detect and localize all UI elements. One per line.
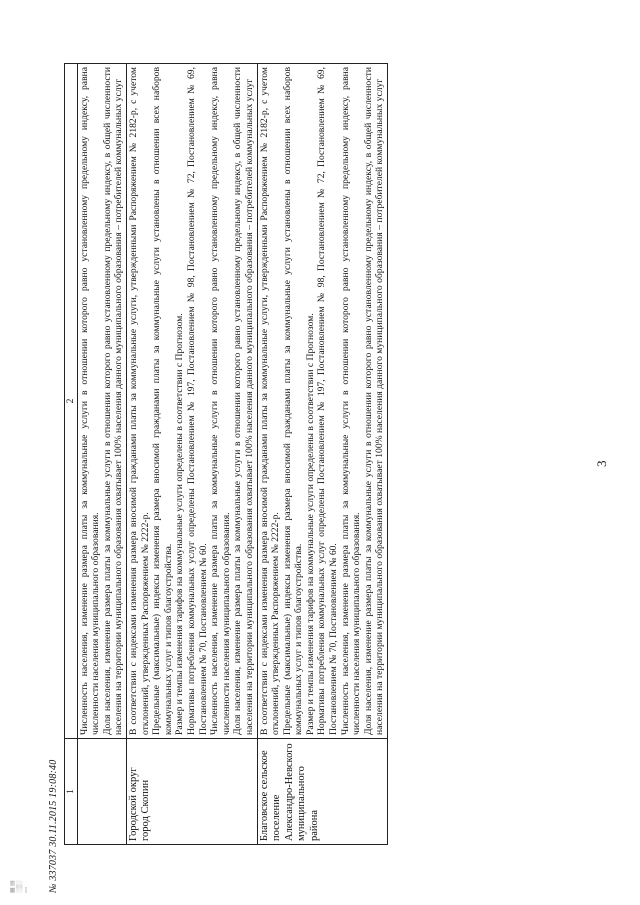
region-description <box>126 64 257 739</box>
table-row <box>257 64 388 845</box>
table-row <box>126 64 257 845</box>
description-paragraph: Доля населения, изменение размера платы за коммунальные услуги в отношении которого равно установленному предельному индексу, в общей численности населения на территории муниципального образования охватывает 100% населения данного муниципального образования – потребителей коммунальных услуг <box>232 67 255 735</box>
description-paragraph: Численность населения, изменение размера платы за коммунальные услуги в отношении которого равно установленному предельному индексу, равна численности населения муниципального образования. <box>209 67 232 735</box>
region-description <box>257 64 388 739</box>
description-paragraph: Нормативы потребления коммунальных услуг определены Постановлением № 197, Постановлением № 98, Постановлением № 72, Постановлением № 69, Постановлением № 70, Постановлением № 60. <box>185 67 209 735</box>
stamp-mark: ▦ ▤ ░▒░ ▫▫▫ <box>10 880 30 893</box>
region-name: Благовское сельское поселение Александро-Невского муниципального района <box>257 739 388 845</box>
region-name <box>77 739 126 845</box>
table-header-row <box>65 64 78 845</box>
description-paragraph: Доля населения, изменение размера платы за коммунальные услуги в отношении которого равно установленному предельному индексу, в общей численности населения на территории муниципального образования охватывает 100% населения данного муниципального образования – потребителей коммунальных услуг <box>362 67 386 735</box>
document-footer: № 337037 30.11.2015 19:08:40 <box>48 759 59 893</box>
description-paragraph: Нормативы потребления коммунальных услуг определены Постановлением № 197, Постановлением № 98, Постановлением № 72, Постановлением № 69, Постановлением № 70, Постановлением № 60. <box>316 67 340 735</box>
description-paragraph: Предельные (максимальные) индексы изменения размера вносимой гражданами платы за коммунальные услуги установлены в отношении всех наборов коммунальных услуг и типов благоустройства. <box>151 67 174 735</box>
description-paragraph: В соответствии с индексами изменения размера вносимой гражданами платы за коммунальные услуги, утвержденными Распоряжением № 2182-р, с учетом отклонений, утвержденных Распоряжением № 2222-р. <box>258 67 282 735</box>
region-name: Городской округ город Скопин <box>126 739 257 845</box>
description-paragraph: Размер и темпы изменения тарифов на коммунальные услуги определены в соответствии с Прогнозом. <box>304 313 316 735</box>
description-paragraph: Размер и темпы изменения тарифов на коммунальные услуги определены в соответствии с Прогнозом. <box>174 313 186 735</box>
description-paragraph: Численность населения, изменение размера платы за коммунальные услуги в отношении которого равно установленному предельному индексу, равна численности населения муниципального образования. <box>78 67 102 735</box>
column-header: 1 <box>65 739 78 845</box>
column-header: 2 <box>65 64 78 739</box>
tariff-table <box>64 63 388 845</box>
description-paragraph: В соответствии с индексами изменения размера вносимой гражданами платы за коммунальные услуги, утвержденными Распоряжением № 2182-р, с учетом отклонений, утвержденных Распоряжением № 2222-р. <box>127 67 151 735</box>
description-paragraph: Численность населения, изменение размера платы за коммунальные услуги в отношении которого равно установленному предельному индексу, равна численности населения муниципального образования. <box>339 67 363 735</box>
description-paragraph: Доля населения, изменение размера платы за коммунальные услуги в отношении которого равно установленному предельному индексу, в общей численности населения на территории муниципального образования охватывает 100% населения данного муниципального образования – потребителей коммунальных услуг <box>101 67 125 735</box>
region-description <box>77 64 126 739</box>
page-number: 3 <box>594 460 609 467</box>
description-paragraph: Предельные (максимальные) индексы изменения размера вносимой гражданами платы за коммунальные услуги установлены в отношении всех наборов коммунальных услуг и типов благоустройства. <box>281 67 305 735</box>
table-row <box>77 64 126 845</box>
